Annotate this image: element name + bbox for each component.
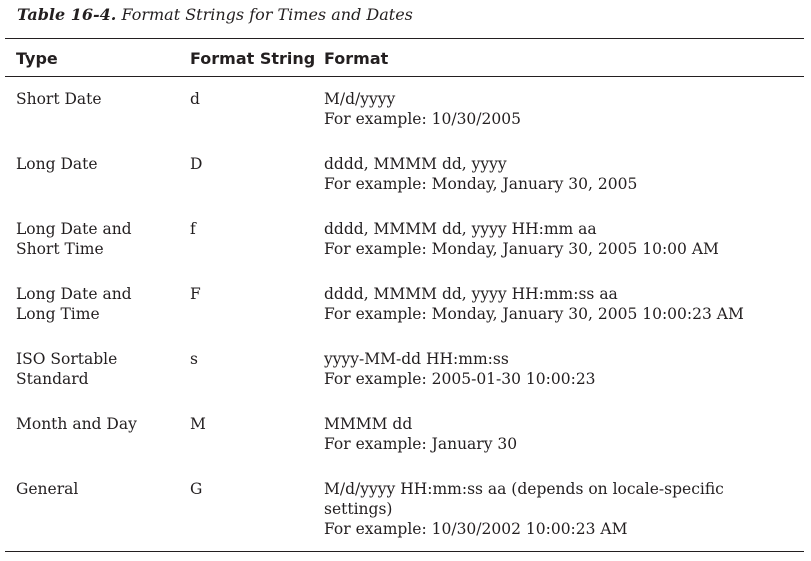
cell-format xyxy=(324,284,744,324)
cell-type-line: Short Date xyxy=(16,90,102,108)
cell-type-line: Long Date and xyxy=(16,285,132,303)
cell-type xyxy=(16,349,117,389)
cell-format-string: d xyxy=(190,90,200,108)
cell-type-line: Long Date xyxy=(16,155,98,173)
header-format-string: Format String xyxy=(190,49,316,68)
table-header-rule xyxy=(5,76,804,77)
cell-format-line: For example: January 30 xyxy=(324,435,518,453)
header-type: Type xyxy=(16,49,58,68)
cell-format xyxy=(324,349,596,389)
cell-format-line: yyyy-MM-dd HH:mm:ss xyxy=(324,350,509,368)
table-bottom-rule xyxy=(5,551,804,552)
cell-format-line: For example: Monday, January 30, 2005 10:00:23 AM xyxy=(324,305,744,323)
cell-format xyxy=(324,414,517,454)
caption-label: Table 16-4. xyxy=(17,5,117,24)
cell-type-line: ISO Sortable xyxy=(16,350,118,368)
cell-format-line: dddd, MMMM dd, yyyy HH:mm aa xyxy=(324,220,597,238)
cell-type xyxy=(16,284,132,324)
cell-format-line: For example: 10/30/2002 10:00:23 AM xyxy=(324,520,628,538)
cell-type-line: Short Time xyxy=(16,240,104,258)
cell-type xyxy=(16,414,137,434)
cell-format xyxy=(324,479,724,539)
cell-type-line: Long Date and xyxy=(16,220,132,238)
cell-format-line: For example: 10/30/2005 xyxy=(324,110,521,128)
cell-format-line: For example: Monday, January 30, 2005 xyxy=(324,175,638,193)
cell-format-string: F xyxy=(190,285,201,303)
cell-type xyxy=(16,89,102,109)
cell-format xyxy=(324,89,521,129)
caption-title: Format Strings for Times and Dates xyxy=(121,5,413,24)
cell-format xyxy=(324,219,719,259)
cell-format-string: s xyxy=(190,350,198,368)
cell-format-string: f xyxy=(190,220,196,238)
cell-format-line: dddd, MMMM dd, yyyy xyxy=(324,155,507,173)
table-top-rule xyxy=(5,38,804,39)
cell-type xyxy=(16,219,132,259)
cell-format-line: For example: Monday, January 30, 2005 10:00 AM xyxy=(324,240,719,258)
cell-type-line: General xyxy=(16,480,79,498)
table-caption xyxy=(17,5,413,25)
cell-type xyxy=(16,154,98,174)
cell-type-line: Month and Day xyxy=(16,415,137,433)
cell-format-string: G xyxy=(190,480,203,498)
cell-format-line: settings) xyxy=(324,500,393,518)
cell-format xyxy=(324,154,637,194)
cell-format-line: MMMM dd xyxy=(324,415,413,433)
cell-format-line: For example: 2005-01-30 10:00:23 xyxy=(324,370,596,388)
cell-type-line: Standard xyxy=(16,370,89,388)
header-format: Format xyxy=(324,49,389,68)
cell-type xyxy=(16,479,78,499)
cell-format-line: M/d/yyyy HH:mm:ss aa (depends on locale-specific xyxy=(324,480,724,498)
cell-format-line: dddd, MMMM dd, yyyy HH:mm:ss aa xyxy=(324,285,618,303)
cell-format-string: D xyxy=(190,155,203,173)
cell-format-line: M/d/yyyy xyxy=(324,90,396,108)
cell-type-line: Long Time xyxy=(16,305,100,323)
cell-format-string: M xyxy=(190,415,206,433)
